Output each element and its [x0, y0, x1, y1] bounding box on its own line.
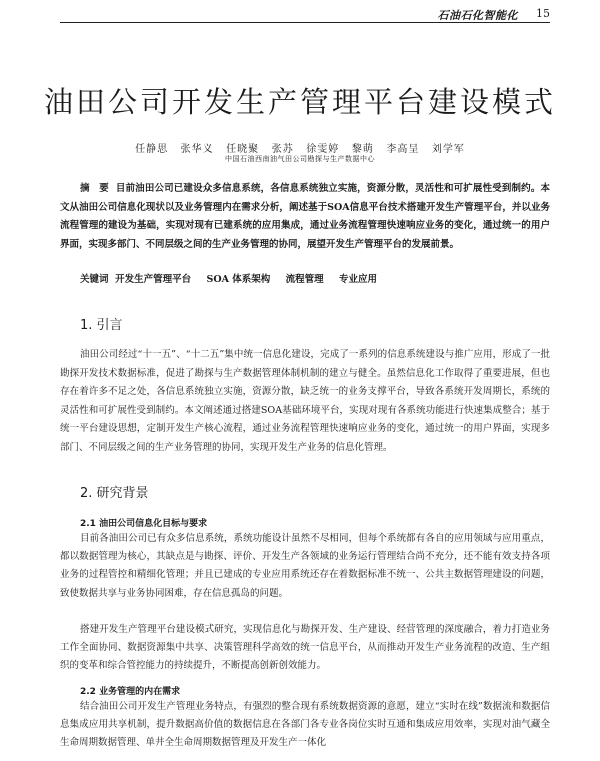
keywords	[80, 273, 550, 287]
abstract	[60, 180, 550, 254]
paper-title: 油田公司开发生产管理平台建设模式	[43, 85, 556, 119]
running-header	[60, 4, 550, 24]
author: 徐雯婷	[306, 144, 340, 155]
author: 张华义	[180, 144, 214, 155]
author: 任静思	[135, 144, 169, 155]
subsection-heading-2-1: 2.1 油田公司信息化目标与要求	[80, 519, 208, 529]
paragraph-2-1-a: 目前各油田公司已有众多信息系统，系统功能设计虽然不尽相同，但每个系统都有各自的应用领域与应用重点，都以数据管理为核心，其缺点是与勘探、评价、开发生产各领域的业务运行管理结合尚不充分，还不能有效支持各项业务的过程管控和精细化管理；并且已建成的专业应用系统还存在着数据标准不统一、公共主数据管理建设的问题，致使数据共享与业务协同困难，存在信息孤岛的问题。	[60, 533, 550, 599]
keywords-label: 关键词	[80, 274, 109, 285]
paragraph-2-1-b: 搭建开发生产管理平台建设模式研究，实现信息化与勘探开发、生产建设、经营管理的深度融合，着力打造业务工作全面协同、数据资源集中共享、决策管理科学高效的统一信息平台，从而推动开发生产业务流程的改造、生产组织的变革和综合管控能力的持续提升，不断提高创新创效能力。	[60, 624, 550, 672]
author: 张苏	[271, 144, 294, 155]
keyword: 开发生产管理平台	[115, 274, 192, 285]
author-list	[0, 140, 600, 155]
affiliation: 中国石油西南油气田公司勘探与生产数据中心	[225, 155, 375, 163]
page-number: 15	[536, 7, 550, 20]
keyword: 流程管理	[285, 274, 324, 285]
header-rule	[60, 22, 550, 23]
author: 任晓聚	[226, 144, 260, 155]
section-heading-background: 2. 研究背景	[80, 486, 149, 501]
section-heading-introduction: 1. 引言	[80, 318, 123, 333]
author: 黎萌	[351, 144, 374, 155]
paragraph-introduction: 油田公司经过“十一五”、“十二五”集中统一信息化建设，完成了一系列的信息系统建设与推广应用，形成了一批勘探开发技术数据标准，促进了勘探与生产数据管理体制机制的建立与健全。虽然信息化工作取得了重要进展，但也存在着许多不足之处，各信息系统独立实施，资源分散，缺乏统一的业务支撑平台，导致各系统开发周期长，系统的灵活性和可扩展性受到制约。本文阐述通过搭建SOA基础环境平台，实现对现有各系统功能进行快速集成整合；基于统一平台建设思想，定制开发生产核心流程，通过业务流程管理快速响应业务的变化，通过统一的用户界面，实现多部门、不同层级之间的生产业务管理的协同，实现开发生产业务的信息化管理。	[60, 349, 550, 453]
author: 刘学军	[431, 144, 465, 155]
keyword: SOA 体系架构	[206, 274, 271, 285]
abstract-label: 摘 要	[80, 183, 109, 194]
abstract-text: 目前油田公司已建设众多信息系统，各信息系统独立实施，资源分散，灵活性和可扩展性受到制约。本文从油田公司信息化现状以及业务管理内在需求分析，阐述基于SOA信息平台技术搭建开发生产管理平台，并以业务流程管理的建设为基础，实现对现有已建系统的应用集成，通过业务流程管理快速响应业务的变化，通过统一的用户界面，实现多部门、不同层级之间的生产业务管理的协同，展望开发生产管理平台的发展前景。	[60, 183, 550, 250]
journal-name: 石油石化智能化	[437, 9, 518, 22]
subsection-heading-2-2: 2.2 业务管理的内在需求	[80, 687, 181, 697]
keyword: 专业应用	[338, 274, 377, 285]
paragraph-2-2: 结合油田公司开发生产管理业务特点，有强烈的整合现有系统数据资源的意愿，建立“实时在线”数据流和数据信息集成应用共享机制，提升数据高价值的数据信息在各部门各专业各岗位实时互通和集成应用效率，实现对油气藏全生命周期数据管理、单井全生命周期数据管理及开发生产一体化	[60, 701, 550, 749]
author: 李高呈	[386, 144, 420, 155]
